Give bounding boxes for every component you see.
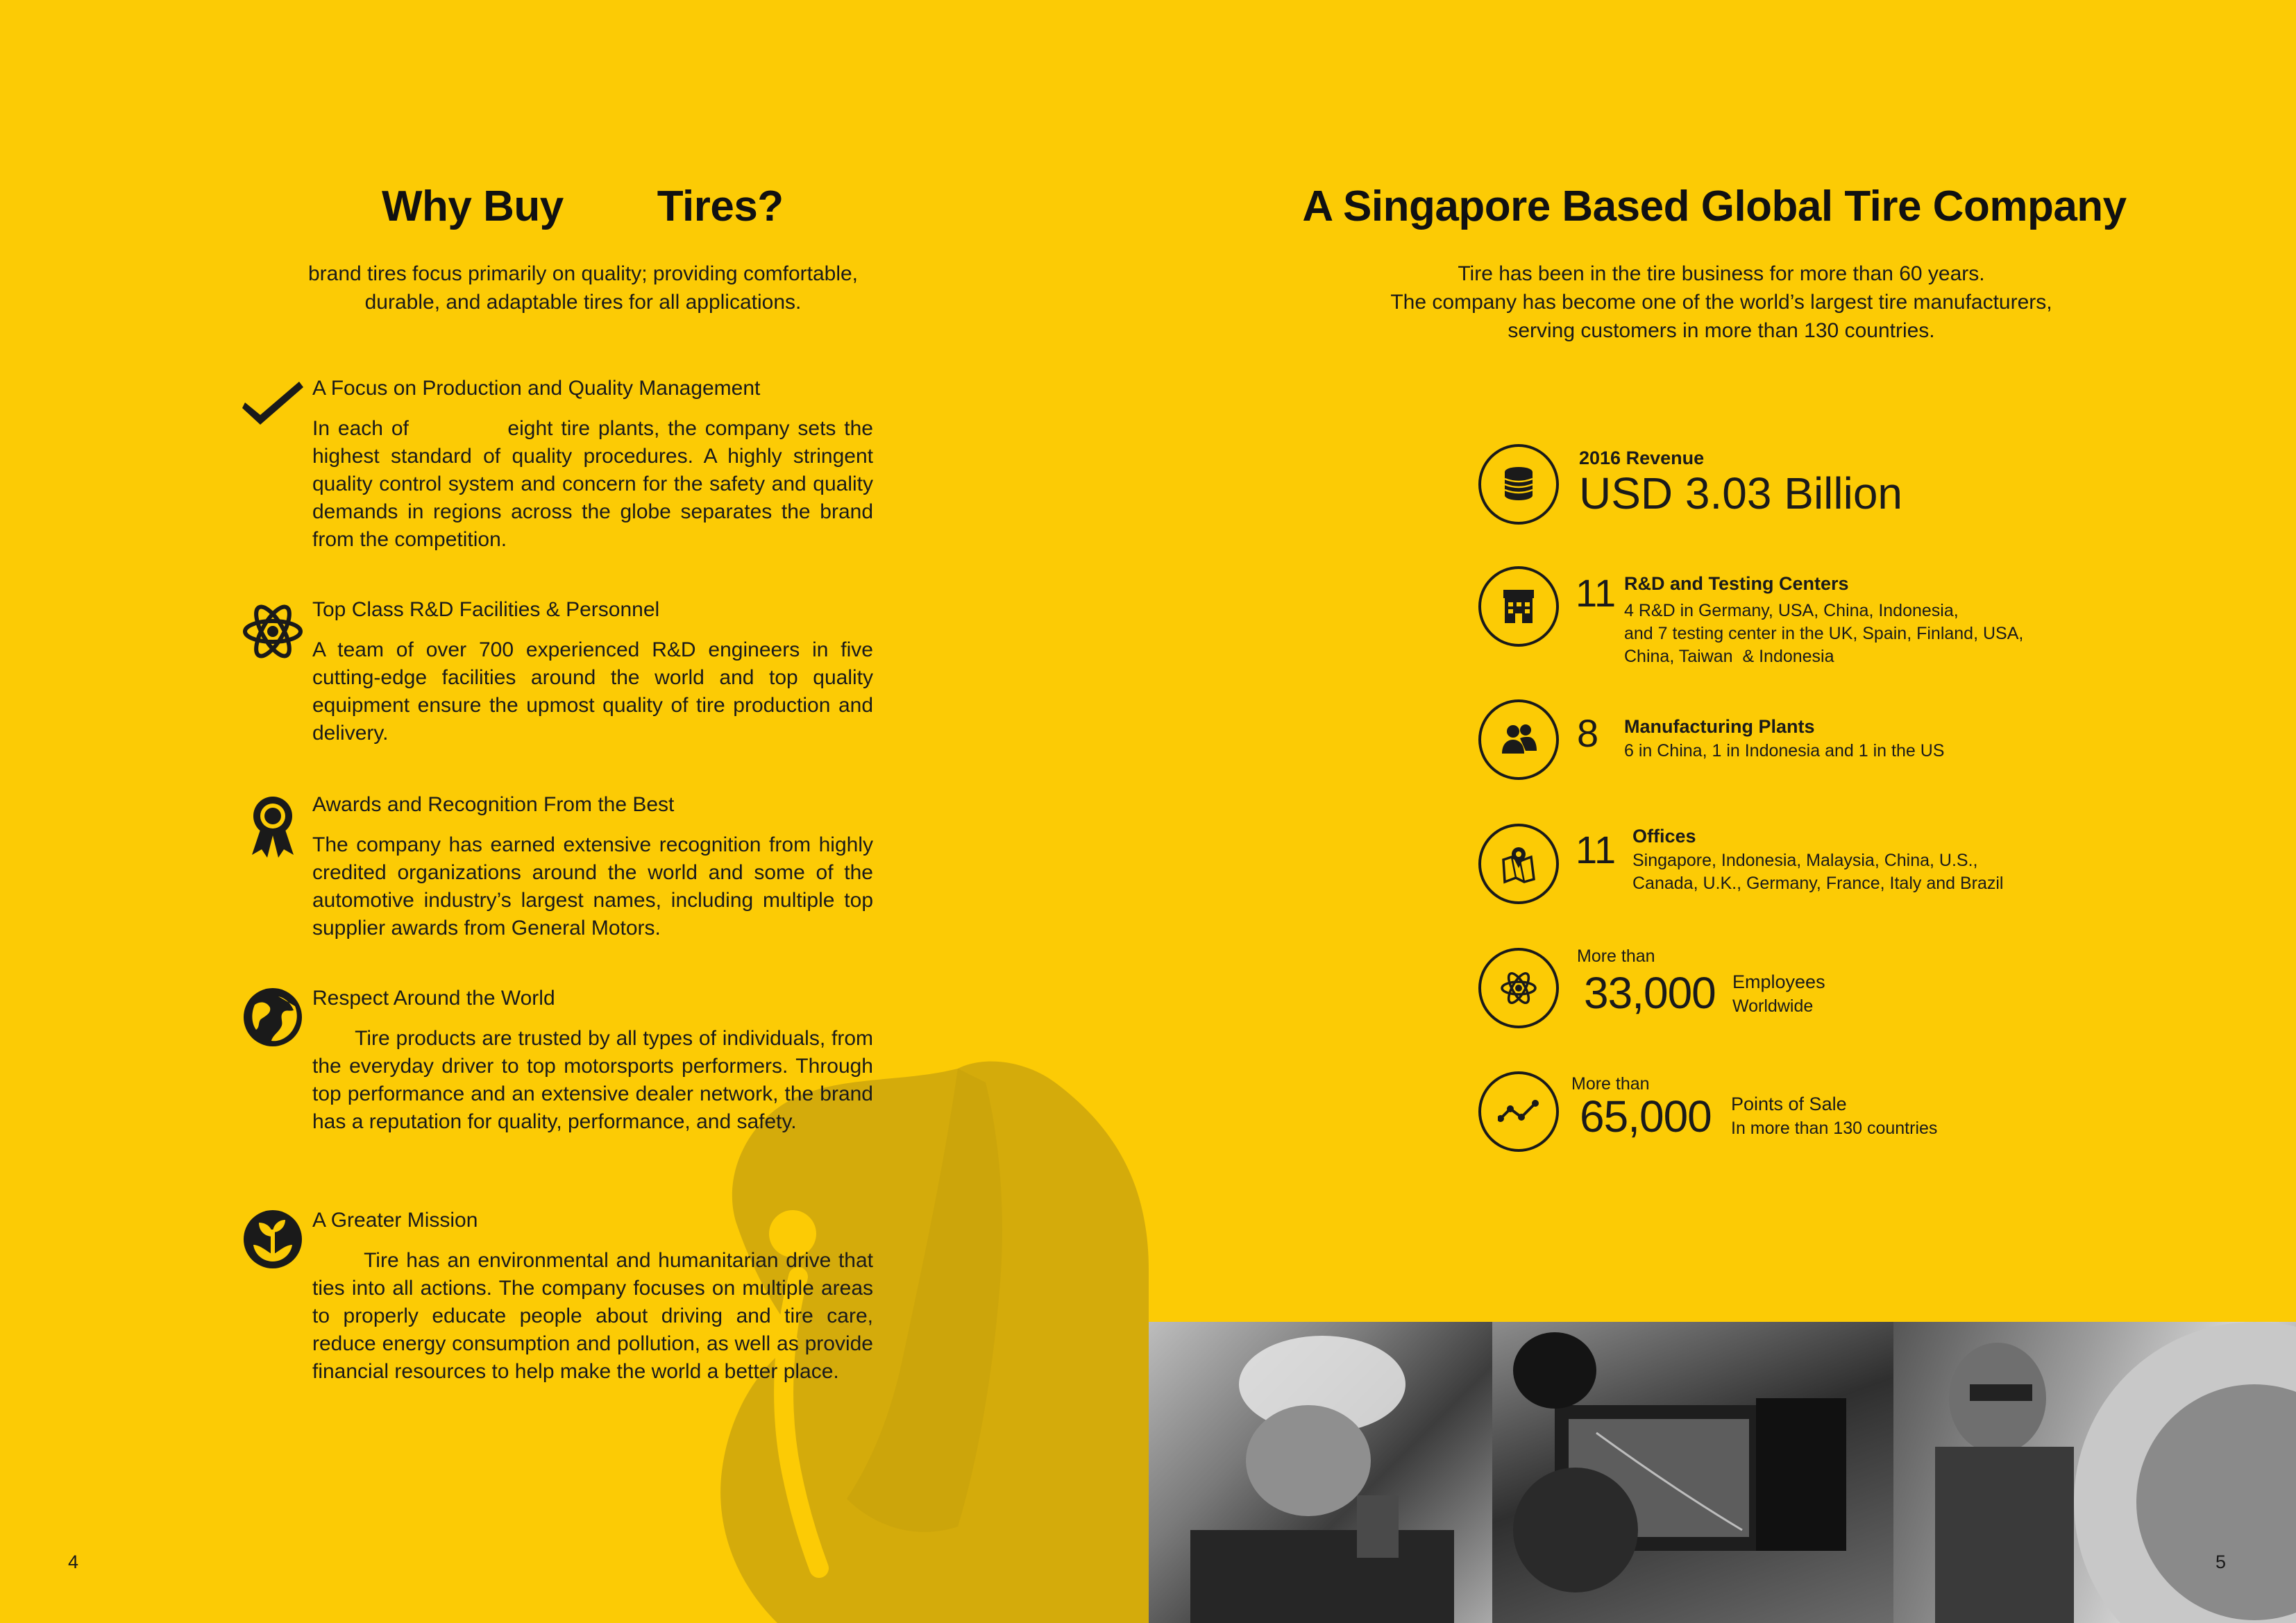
people-icon xyxy=(1478,699,1559,780)
offices-detail-line2: Canada, U.K., Germany, France, Italy and Brazil xyxy=(1632,874,2004,893)
pos-number: 65,000 xyxy=(1580,1091,1712,1141)
plants-detail-line1: 6 in China, 1 in Indonesia and 1 in the US xyxy=(1624,741,1945,760)
feature-title-awards: Awards and Recognition From the Best xyxy=(312,793,675,816)
plants-number: 8 xyxy=(1577,711,1599,755)
right-intro-line2: The company has become one of the world’s largest tire manufacturers, xyxy=(1390,291,2052,314)
right-intro-line1: Tire has been in the tire business for more than 60 years. xyxy=(1458,262,1985,285)
revenue-label: 2016 Revenue xyxy=(1579,448,1705,468)
left-title-part2: Tires? xyxy=(657,182,784,230)
left-intro-line1: brand tires focus primarily on quality; providing comfortable, xyxy=(307,262,859,285)
feature-body-respect: Tire products are trusted by all types of individuals, from the everyday driver to top motorsports performers. Through top performance and an extensive dealer network, the brand has a reputation for quality, performance, and safety. xyxy=(312,1027,873,1133)
left-intro xyxy=(278,260,888,316)
feature-body-rnd: A team of over 700 experienced R&D engineers in five cutting-edge facilities around the world and top quality equipment ensure the upmost quality of tire production and delivery. xyxy=(312,638,873,745)
plant-hands-icon xyxy=(239,1206,306,1273)
rnd-detail-line3: China, Taiwan & Indonesia xyxy=(1624,647,1834,666)
award-ribbon-icon xyxy=(239,792,306,859)
pos-label: Points of Sale xyxy=(1731,1094,1847,1114)
rnd-detail-line2: and 7 testing center in the UK, Spain, Finland, USA, xyxy=(1624,624,2024,643)
revenue-value: USD 3.03 Billion xyxy=(1579,468,1902,518)
photo-technician-tire xyxy=(1893,1322,2296,1623)
employees-more-than: More than xyxy=(1577,946,1655,966)
left-title-part1: Why Buy xyxy=(382,182,564,230)
feature-title-mission: A Greater Mission xyxy=(312,1209,478,1232)
trend-line-icon xyxy=(1478,1071,1559,1152)
employees-label: Employees xyxy=(1732,971,1825,992)
globe-icon xyxy=(239,984,306,1051)
employees-sublabel: Worldwide xyxy=(1732,996,1814,1016)
rnd-number: 11 xyxy=(1576,571,1617,615)
feature-body-mission: Tire has an environmental and humanitarian drive that ties into all actions. The company focuses on multiple areas to properly educate people about driving and tire care, reduce energy consumption and pollution, as well as provide financial resources to help make the world a better place. xyxy=(312,1249,873,1383)
checkmark-icon xyxy=(239,372,306,439)
right-title: A Singapore Based Global Tire Company xyxy=(1302,182,2127,230)
rnd-label: R&D and Testing Centers xyxy=(1624,573,1849,594)
offices-number: 11 xyxy=(1576,828,1617,872)
pos-more-than: More than xyxy=(1571,1074,1650,1094)
feature-title-rnd: Top Class R&D Facilities & Personnel xyxy=(312,598,660,621)
left-intro-line2: durable, and adaptable tires for all applications. xyxy=(364,291,802,314)
atom-icon xyxy=(239,598,306,665)
photo-engineers-computer xyxy=(1492,1322,1893,1623)
offices-label: Offices xyxy=(1632,826,1696,847)
rnd-details xyxy=(1624,600,2023,668)
building-icon xyxy=(1478,566,1559,647)
right-intro xyxy=(1270,260,2172,345)
plants-label: Manufacturing Plants xyxy=(1624,716,1815,737)
offices-details xyxy=(1632,849,2004,895)
coins-icon xyxy=(1478,444,1559,525)
page-number-right: 5 xyxy=(2215,1552,2227,1572)
page-number-left: 4 xyxy=(68,1552,79,1572)
atom-employees-icon xyxy=(1478,948,1559,1028)
offices-detail-line1: Singapore, Indonesia, Malaysia, China, U.S., xyxy=(1632,851,1978,870)
rnd-detail-line1: 4 R&D in Germany, USA, China, Indonesia, xyxy=(1624,601,1959,620)
employees-number: 33,000 xyxy=(1584,968,1716,1018)
feature-title-respect: Respect Around the World xyxy=(312,987,555,1010)
pos-sublabel: In more than 130 countries xyxy=(1731,1119,1938,1138)
left-title xyxy=(382,182,784,231)
photo-worker-inspection xyxy=(1149,1322,1492,1623)
feature-body-quality: In each of eight tire plants, the company sets the highest standard of quality procedures. A highly stringent quality control system and concern for the safety and quality demands in regions across the globe separates the brand from the competition. xyxy=(312,417,873,551)
map-pin-icon xyxy=(1478,824,1559,904)
feature-body-awards: The company has earned extensive recognition from highly credited organizations around the world and some of the automotive industry’s largest names, including multiple top supplier awards from General Motors. xyxy=(312,833,873,940)
feature-title-quality: A Focus on Production and Quality Management xyxy=(312,377,761,400)
right-intro-line3: serving customers in more than 130 countries. xyxy=(1508,319,1935,342)
